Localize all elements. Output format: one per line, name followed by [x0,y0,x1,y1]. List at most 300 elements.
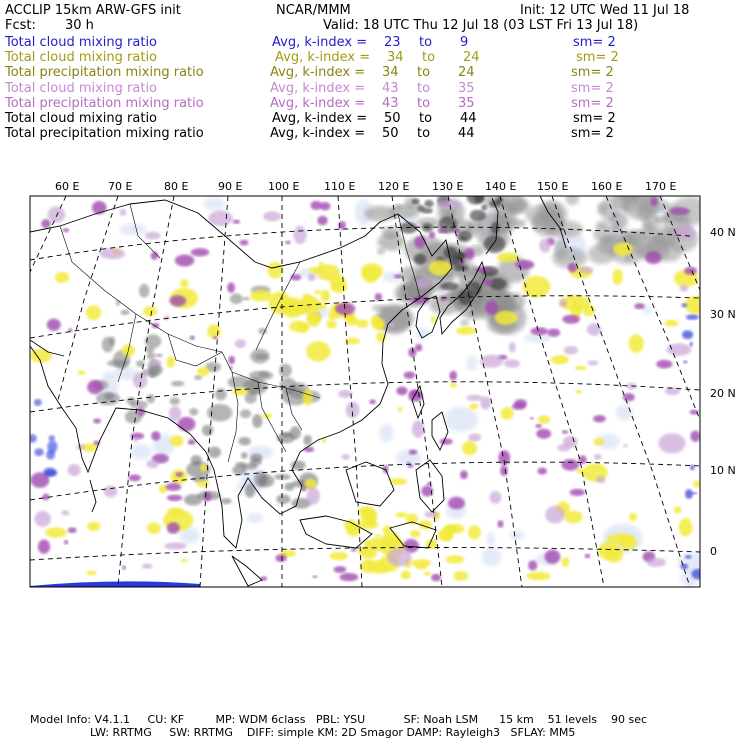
legend-k-to: 44 [460,111,477,126]
cloud-yellow [685,296,707,314]
legend-k-to: 24 [463,50,480,66]
cloud-purple [122,566,126,570]
cloud-gray [653,216,668,222]
cloud-lilac [387,548,412,567]
cloud-gray [588,244,616,264]
cloud-dark [411,199,419,205]
cloud-yellow [360,560,375,574]
legend-k-from: 23 [384,35,401,50]
cloud-purple [276,554,287,562]
cloud-lilac [564,346,579,355]
cloud-yellow [612,269,623,285]
legend-avg-label: Avg, k-index = [270,65,366,81]
cloud-lilac [436,200,461,210]
cloud-yellow [346,338,360,345]
cloud-lilac [164,315,170,320]
cloud-blue [691,569,706,580]
cloud-yellow [383,525,392,534]
cloud-purple [562,430,568,434]
model-info-line-1: Model Info: V4.1.1 CU: KF MP: WDM 6class PBL: YSU SF: Noah LSM 15 km 51 levels 90 sec [30,713,648,726]
cloud-gray [116,300,121,306]
cloud-yellow [398,407,403,412]
cloud-lilac [100,248,125,259]
cloud-yellow [86,306,101,321]
cloud-gray [148,369,155,377]
cloud-yellow [304,479,317,489]
cloud-dark [444,247,457,259]
cloud-lilac [68,464,81,476]
cloud-purple [166,483,182,491]
cloud-blue [690,342,693,347]
cloud-yellow [456,327,476,335]
cloud-lilac [150,360,162,366]
cloud-purple [485,301,498,315]
latitude-label: 30 N [710,308,736,321]
cloud-lilac [596,476,605,483]
cloud-gray [194,375,202,380]
cloud-purple [176,472,184,477]
cloud-gray [637,203,653,220]
cloud-lilac [559,299,567,307]
legend-avg-label: Avg, k-index = [270,126,366,142]
cloud-gray [303,435,312,446]
cloud-yellow [551,355,569,364]
cloud-lilac [480,396,491,409]
legend-k-from: 34 [387,50,404,66]
cloud-yellow [167,507,183,516]
cloud-yellow [363,512,375,520]
cloud-purple [68,527,77,533]
legend-to-word: to [417,95,431,111]
cloud-purple [512,403,526,410]
cloud-yellow [86,571,96,576]
cloud-yellow [181,559,189,563]
longitude-label: 130 E [432,180,464,193]
model-title: ACCLIP 15km ARW-GFS init [5,3,181,18]
cloud-light [379,424,394,442]
cloud-gray [215,388,227,400]
cloud-yellow [362,268,378,283]
cloud-lilac [142,564,153,569]
cloud-dark [424,200,433,207]
cloud-purple [656,360,672,369]
cloud-purple [485,279,493,286]
cloud-lilac [145,232,161,240]
cloud-yellow [469,403,478,410]
cloud-purple [213,336,218,339]
cloud-purple [191,248,210,256]
valid-time: Valid: 18 UTC Thu 12 Jul 18 (03 LST Fri 13 Jul 18) [323,18,639,33]
cloud-yellow [576,469,584,474]
cloud-lilac [120,209,127,216]
cloud-gray [184,494,202,505]
cloud-lilac [623,444,628,447]
cloud-purple [448,497,465,510]
latitude-label: 0 [710,545,717,558]
cloud-purple [151,252,159,260]
cloud-purple [530,327,548,335]
cloud-purple [497,520,503,527]
cloud-gray [238,437,250,446]
cloud-yellow [497,252,519,262]
cloud-yellow [359,547,376,559]
cloud-purple [170,295,187,306]
cloud-purple [634,303,645,309]
cloud-purple [458,261,465,264]
cloud-purple [585,554,591,558]
cloud-gray [147,352,156,359]
legend-avg-label: Avg, k-index = [272,111,368,126]
cloud-purple [440,438,453,444]
cloud-gray [252,414,262,428]
legend-smoothing: sm= 2 [573,35,616,50]
cloud-yellow [147,522,161,534]
cloud-gray [147,394,155,403]
cloud-yellow [629,513,637,521]
cloud-gray [139,284,149,298]
cloud-purple [536,429,551,439]
cloud-gray [597,203,608,214]
cloud-purple [593,415,606,422]
cloud-lilac [235,339,246,348]
cloud-yellow [306,341,330,361]
cloud-light [466,356,477,371]
cloud-blue [683,361,687,364]
cloud-lilac [594,454,602,460]
cloud-blue [682,330,693,339]
cloud-gray [109,336,115,346]
cloud-purple [203,492,211,501]
cloud-purple [317,216,328,225]
cloud-blue [49,435,55,441]
cloud-purple [240,240,249,246]
cloud-yellow [307,314,320,327]
cloud-gray [202,425,214,436]
legend-avg-label: Avg, k-index = [270,95,366,111]
cloud-dark [422,208,433,214]
cloud-yellow [45,527,67,537]
longitude-label: 140 E [485,180,517,193]
cloud-blue [28,434,37,443]
cloud-purple [437,229,447,234]
legend-field-name: Total cloud mixing ratio [5,50,158,66]
cloud-yellow [679,518,693,537]
cloud-gray [235,462,245,467]
cloud-lilac [468,433,481,441]
cloud-purple [414,236,426,249]
cloud-purple [460,470,468,479]
cloud-purple [92,201,107,214]
cloud-blue [685,555,692,559]
legend-k-from: 50 [382,126,399,142]
legend-field-name: Total precipitation mixing ratio [5,65,204,81]
cloud-purple [227,282,235,293]
model-info-line-2: LW: RRTMG SW: RRTMG DIFF: simple KM: 2D Smagor DAMP: Rayleigh3 SFLAY: MM5 [90,726,576,739]
cloud-purple [151,431,160,441]
cloud-yellow [575,390,582,394]
cloud-yellow [453,571,468,581]
cloud-purple [138,408,146,417]
legend-smoothing: sm= 2 [573,111,616,126]
cloud-gray [565,191,579,205]
cloud-blue [34,448,44,456]
cloud-purple [623,393,635,401]
cloud-lilac [338,390,352,398]
cloud-purple [64,540,68,545]
cloud-purple [570,489,585,496]
cloud-yellow [170,435,184,446]
cloud-yellow [321,290,330,302]
latitude-label: 40 N [710,226,736,239]
cloud-yellow [450,383,457,388]
cloud-purple [41,219,51,228]
cloud-lilac [509,342,516,352]
cloud-purple [128,474,141,481]
cloud-lilac [658,433,685,453]
cloud-blue [47,441,57,453]
cloud-purple [528,560,537,570]
cloud-purple [464,248,474,259]
cloud-gray [513,219,526,227]
cloud-purple [650,197,658,206]
cloud-blue [45,470,58,477]
longitude-label: 150 E [537,180,569,193]
cloud-gray [254,472,267,488]
cloud-yellow [664,320,678,327]
cloud-dark [460,236,468,240]
cloud-purple [429,231,435,238]
longitude-label: 170 E [645,180,677,193]
cloud-purple [568,263,578,272]
cloud-purple [178,417,196,431]
center-label: NCAR/MMM [276,3,351,18]
cloud-yellow [395,512,407,518]
cloud-lilac [294,226,307,245]
cloud-purple [690,431,700,442]
cloud-dark [474,191,485,203]
cloud-light [204,197,226,210]
latitude-label: 10 N [710,464,736,477]
cloud-lilac [133,437,138,442]
cloud-lilac [671,227,684,235]
cloud-purple [228,356,235,365]
cloud-lilac [61,510,69,515]
cloud-lilac [587,360,598,365]
cloud-purple [670,207,690,215]
cloud-yellow [167,356,176,368]
cloud-lilac [504,359,520,368]
cloud-yellow [526,572,550,581]
cloud-light [486,532,495,546]
cloud-purple [167,522,180,534]
cloud-lilac [545,506,565,524]
legend-smoothing: sm= 2 [571,65,614,81]
cloud-yellow [289,321,308,332]
cloud-gray [189,408,198,416]
cloud-light [246,513,263,523]
legend-to-word: to [417,80,431,96]
cloud-light [482,548,502,567]
legend-k-to: 35 [458,95,475,111]
cloud-lilac [466,395,483,401]
cloud-purple [562,459,580,471]
legend-field-name: Total cloud mixing ratio [5,80,158,96]
cloud-yellow [267,262,283,279]
cloud-blue [690,465,695,471]
cloud-purple [375,293,383,301]
longitude-label: 90 E [218,180,243,193]
cloud-dark [481,205,487,211]
cloud-yellow [55,272,69,283]
cloud-lilac [578,267,593,274]
cloud-lilac [146,460,158,468]
cloud-lilac [490,491,502,504]
cloud-gray [276,494,290,504]
cloud-yellow [197,481,209,488]
latitude-labels [710,226,736,558]
cloud-lilac [539,239,551,253]
cloud-purple [535,424,542,428]
cloud-yellow [468,525,481,539]
longitude-label: 60 E [55,180,80,193]
cloud-gray [372,305,389,311]
cloud-yellow [382,532,400,547]
cloud-light [119,224,147,235]
cloud-yellow [462,441,477,455]
cloud-gray [207,404,232,422]
cloud-purple [562,315,580,324]
cloud-dark [440,282,458,290]
cloud-yellow [444,526,455,533]
legend-k-to: 35 [458,80,475,96]
legend-field-name: Total precipitation mixing ratio [5,95,204,111]
cloud-light [510,530,525,540]
legend-to-word: to [419,111,433,126]
cloud-lilac [104,486,118,498]
cloud-gray [378,233,405,251]
cloud-lilac [169,406,181,421]
cloud-lilac [164,542,186,549]
cloud-yellow [629,334,644,353]
cloud-purple [545,550,561,564]
cloud-gray [208,447,221,458]
legend-to-word: to [417,126,431,142]
cloud-yellow [562,557,570,567]
cloud-lilac [208,211,233,227]
cloud-purple [285,241,291,244]
cloud-yellow [314,290,322,295]
cloud-gray [120,310,129,315]
cloud-lilac [679,285,688,291]
cloud-gray [258,371,269,377]
cloud-yellow [200,463,207,472]
cloud-purple [340,573,359,581]
cloud-purple [63,228,70,232]
cloud-blue [34,399,42,406]
legend-k-to: 9 [460,35,469,50]
cloud-yellow [424,572,431,577]
cloud-yellow [197,367,209,376]
cloud-purple [449,371,457,381]
legend-avg-label: Avg, k-index = [270,80,366,96]
legend-k-to: 44 [458,126,475,142]
cloud-gray [277,433,295,443]
cloud-gray [460,320,469,326]
cloud-gray [620,195,630,209]
longitude-label: 100 E [268,180,300,193]
cloud-blue [681,303,687,307]
cloud-lilac [483,229,488,236]
cloud-purple [431,574,441,582]
cloud-purple [311,201,322,210]
cloud-yellow [523,276,551,298]
cloud-lilac [646,558,666,567]
legend-k-from: 50 [384,111,401,126]
cloud-yellow [538,415,551,423]
cloud-light [616,404,634,420]
cloud-yellow [78,371,86,375]
cloud-purple [188,439,196,445]
cloud-lilac [342,454,350,460]
cloud-yellow [250,290,272,302]
cloud-yellow [330,552,348,561]
legend-field-name: Total cloud mixing ratio [5,35,158,50]
cloud-gray [596,221,608,229]
legend-smoothing: sm= 2 [571,126,614,142]
cloud-purple [38,540,50,554]
legend-smoothing: sm= 2 [571,95,614,111]
longitude-label: 80 E [164,180,189,193]
legend-k-to: 24 [458,65,475,81]
cloud-lilac [48,206,66,222]
cloud-purple [394,274,403,278]
cloud-lilac [307,488,320,505]
cloud-blue [685,489,693,499]
cloud-purple [409,450,417,455]
cloud-gray [104,393,114,400]
cloud-lilac [425,511,439,518]
forecast-label: Fcst: [5,18,36,33]
cloud-gray [255,354,268,360]
legend-to-word: to [422,50,436,66]
legend-avg-label: Avg, k-index = [272,35,368,50]
cloud-gray [126,397,135,405]
cloud-purple [167,495,183,501]
cloud-gray [230,293,243,304]
cloud-gray [221,498,232,504]
cloud-yellow [415,563,427,569]
cloud-purple [334,566,347,573]
cloud-light [444,407,478,432]
cloud-purple [440,296,446,301]
cloud-gray [240,409,251,418]
cloud-lilac [35,511,51,527]
legend-smoothing: sm= 2 [576,50,619,66]
legend-smoothing: sm= 2 [571,80,614,96]
cloud-yellow [401,570,411,579]
cloud-yellow [180,279,189,287]
legend-to-word: to [417,65,431,81]
cloud-purple [87,380,103,394]
cloud-purple [684,267,697,275]
cloud-yellow [495,311,518,325]
cloud-yellow [375,534,382,538]
cloud-gray [171,381,184,387]
cloud-gray [279,364,292,378]
longitude-labels [55,180,676,193]
cloud-gray [145,334,161,348]
longitude-label: 160 E [591,180,623,193]
